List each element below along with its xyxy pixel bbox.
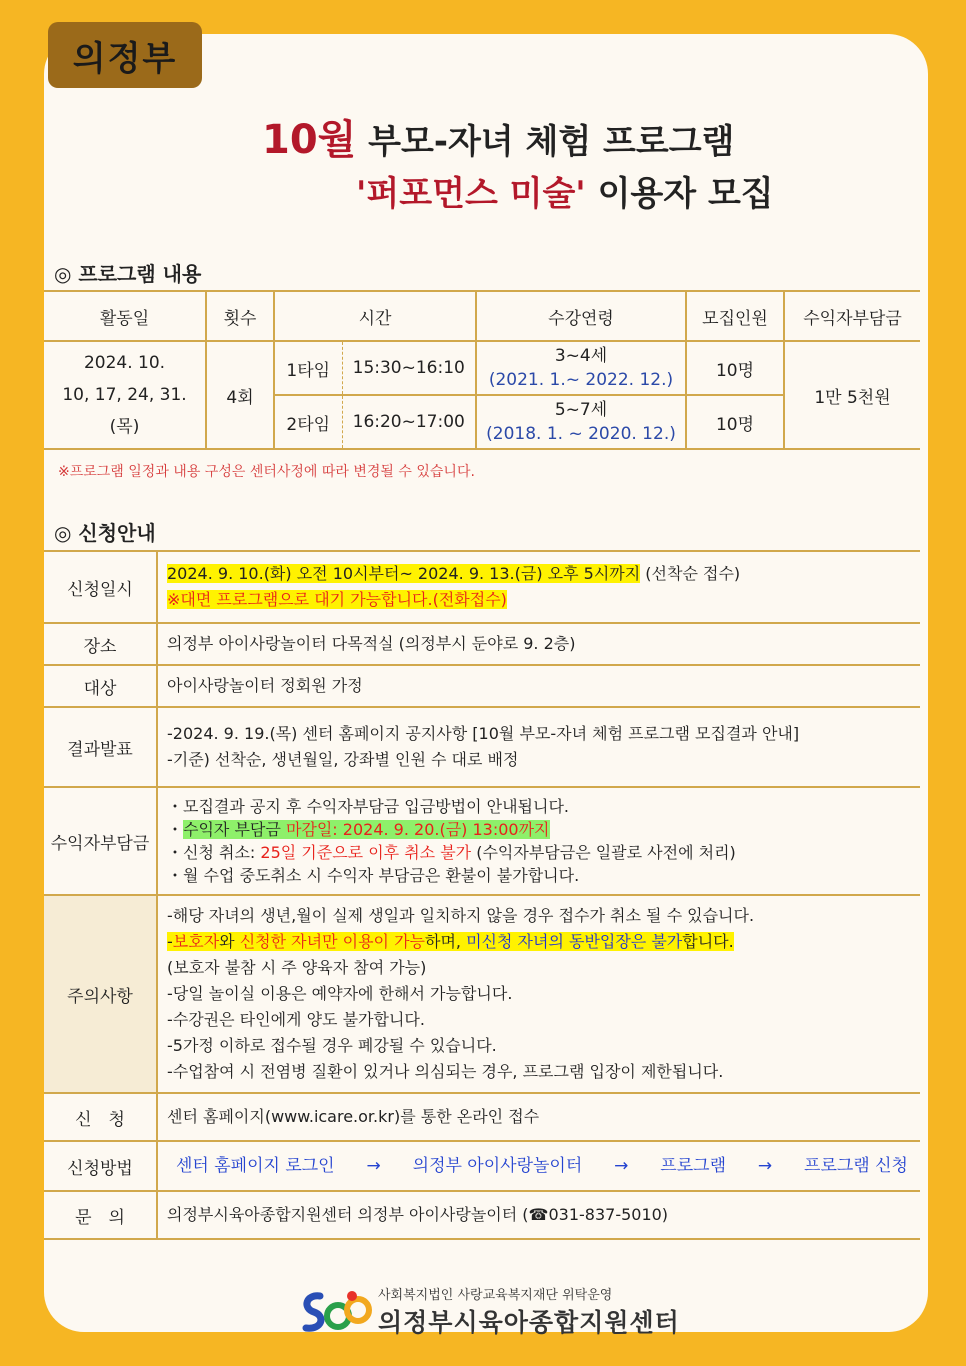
table-row (44, 1093, 920, 1141)
table-row (44, 551, 920, 623)
title-line-1 (262, 108, 734, 165)
slot-label: 1타임 (274, 341, 342, 395)
arrow-icon: → (366, 1156, 381, 1176)
title-month: 10월 (262, 117, 357, 163)
arrow-icon: → (614, 1156, 629, 1176)
unregistered-text: 미신청 자녀의 동반입장은 불가 (466, 932, 683, 951)
header-capacity: 모집인원 (686, 291, 784, 341)
caution-label: 주의사항 (44, 895, 157, 1093)
title-line-1-text: 부모-자녀 체험 프로그램 (368, 122, 735, 162)
title-program-name: '퍼포먼스 미술' (356, 174, 586, 214)
fee-content (157, 787, 920, 895)
slot-time: 15:30~16:10 (342, 341, 476, 395)
program-table-header (44, 291, 920, 341)
dash: - (167, 932, 173, 951)
apply-date-main: 2024. 9. 10.(화) 오전 10시부터~ 2024. 9. 13.(금) 오후 5시까지 (167, 564, 641, 583)
header-fee: 수익자부담금 (784, 291, 920, 341)
date-line: 10, 17, 24, 31. (62, 385, 187, 405)
caution-content (157, 895, 920, 1093)
center-logo-text (378, 1284, 680, 1339)
header-age: 수강연령 (476, 291, 686, 341)
table-row (44, 707, 920, 787)
result-content (157, 707, 920, 787)
date-line: 2024. 10. (83, 353, 166, 373)
activity-dates (44, 341, 206, 449)
cancel-note: (수익자부담금은 일괄로 사전에 처리) (471, 843, 736, 862)
fee-deadline-a (183, 820, 550, 839)
end-text: 합니다. (682, 932, 734, 951)
table-row (44, 895, 920, 1093)
foundation-text: 사회복지법인 사랑교육복지재단 위탁운영 (378, 1288, 613, 1303)
center-logo-icon (300, 1288, 374, 1336)
fee-line (167, 818, 920, 841)
caution-line (167, 929, 920, 955)
method-label: 신청방법 (44, 1141, 157, 1191)
table-row (44, 665, 920, 707)
step-playground: 의정부 아이사랑놀이터 (412, 1156, 583, 1176)
fee-line: ・모집결과 공지 후 수익자부담금 입금방법이 안내됩니다. (167, 797, 570, 816)
fee-deadline-date: 마감일: 2024. 9. 20.(금) 13:00까지 (285, 820, 550, 839)
fee-label: 수익자부담금 (44, 787, 157, 895)
date-line: (목) (109, 417, 140, 437)
program-table (44, 290, 920, 450)
header-count: 횟수 (206, 291, 274, 341)
apply-value: 센터 홈페이지(www.icare.or.kr)를 통한 온라인 접수 (157, 1093, 920, 1141)
apply-date-content (157, 551, 920, 623)
result-line: -기준) 선착순, 생년월일, 강좌별 인원 수 대로 배정 (167, 750, 519, 769)
center-logo (300, 1284, 680, 1339)
section-program-heading: ◎ 프로그램 내용 (54, 262, 202, 286)
title-line-2-text: 이용자 모집 (597, 174, 774, 214)
caution-line: -수업참여 시 전염병 질환이 있거나 의심되는 경우, 프로그램 입장이 제한됩니다. (167, 1062, 724, 1081)
age-cell (476, 341, 686, 395)
table-row (44, 623, 920, 665)
place-label: 장소 (44, 623, 157, 665)
target-label: 대상 (44, 665, 157, 707)
step-program: 프로그램 (660, 1156, 726, 1176)
age-cell (476, 395, 686, 449)
target-value: 아이사랑놀이터 정회원 가정 (157, 665, 920, 707)
fee-cell: 1만 5천원 (784, 341, 920, 449)
region-tag: 의정부 (48, 22, 202, 88)
caution-line: -해당 자녀의 생년,월이 실제 생일과 일치하지 않을 경우 접수가 취소 될 수 있습니다. (167, 906, 755, 925)
session-count: 4회 (206, 341, 274, 449)
schedule-change-note: ※프로그램 일정과 내용 구성은 센터사정에 따라 변경될 수 있습니다. (58, 464, 475, 480)
caution-highlight (167, 932, 734, 951)
registered-only-text: 신청한 자녀만 이용이 가능 (239, 932, 425, 951)
fee-line (167, 841, 920, 864)
slot-label: 2타임 (274, 395, 342, 449)
table-row (44, 1191, 920, 1239)
place-value: 의정부 아이사랑놀이터 다목적실 (의정부시 둔야로 9. 2층) (157, 623, 920, 665)
cancel-label: ・신청 취소: (167, 843, 261, 862)
contact-value: 의정부시육아종합지원센터 의정부 아이사랑놀이터 (☎031-837-5010) (157, 1191, 920, 1239)
fee-deadline-label: 수익자 부담금 (183, 820, 286, 839)
guardian-text: 보호자 (172, 932, 220, 951)
caution-line: -5가정 이하로 접수될 경우 폐강될 수 있습니다. (167, 1036, 497, 1055)
apply-date-label: 신청일시 (44, 551, 157, 623)
capacity-cell: 10명 (686, 341, 784, 395)
apply-label: 신 청 (44, 1093, 157, 1141)
fee-line: ・월 수업 중도취소 시 수익자 부담금은 환불이 불가합니다. (167, 866, 580, 885)
conj-text: 하며, (424, 932, 467, 951)
table-row (44, 341, 920, 395)
apply-date-suffix: (선착순 접수) (640, 564, 741, 583)
step-apply: 프로그램 신청 (804, 1156, 908, 1176)
table-row (44, 787, 920, 895)
method-steps (176, 1153, 920, 1179)
arrow-icon: → (757, 1156, 773, 1176)
age-range: (2021. 1.~ 2022. 12.) (488, 370, 674, 390)
header-date: 활동일 (44, 291, 206, 341)
age-range: (2018. 1. ~ 2020. 12.) (486, 424, 676, 444)
caution-line: -수강권은 타인에게 양도 불가합니다. (167, 1010, 425, 1029)
age-text: 3~4세 (554, 346, 608, 366)
section-application-heading: ◎ 신청안내 (54, 521, 156, 545)
age-text: 5~7세 (554, 400, 608, 420)
capacity-cell: 10명 (686, 395, 784, 449)
result-label: 결과발표 (44, 707, 157, 787)
table-row (44, 1141, 920, 1191)
application-info-table (44, 550, 920, 1240)
cancel-rule: 25일 기준으로 이후 취소 불가 (260, 843, 472, 862)
caution-line: (보호자 불참 시 주 양육자 참여 가능) (167, 958, 427, 977)
result-line: -2024. 9. 19.(목) 센터 홈페이지 공지사항 [10월 부모-자녀 체험 프로그램 모집결과 안내] (167, 724, 800, 743)
method-content (157, 1141, 920, 1191)
bullet: ・ (167, 820, 184, 839)
apply-date-wait: ※대면 프로그램으로 대기 가능합니다.(전화접수) (167, 590, 507, 609)
caution-line: -당일 놀이실 이용은 예약자에 한해서 가능합니다. (167, 984, 513, 1003)
step-login: 센터 홈페이지 로그인 (176, 1156, 335, 1176)
header-time: 시간 (274, 291, 476, 341)
contact-label: 문 의 (44, 1191, 157, 1239)
title-line-2 (356, 166, 774, 215)
center-name: 의정부시육아종합지원센터 (378, 1308, 680, 1337)
slot-time: 16:20~17:00 (342, 395, 476, 449)
and-text: 와 (219, 932, 240, 951)
